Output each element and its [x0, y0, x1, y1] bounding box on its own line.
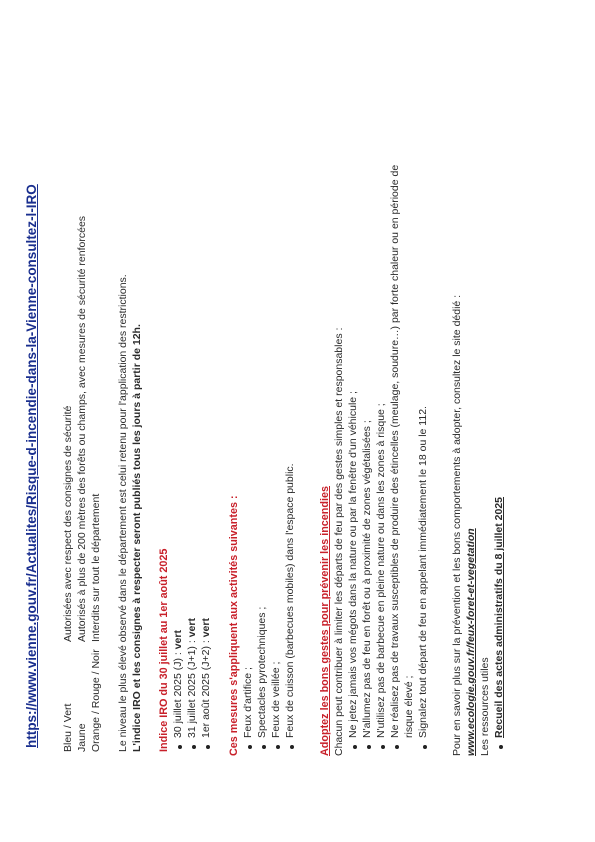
gesture-item-1: Ne jetez jamais vos mégots dans la nature ou par la fenêtre d'un véhicule ;	[347, 391, 359, 738]
bullet-dot	[381, 745, 385, 749]
resources-title: Les ressources utiles	[479, 657, 491, 756]
gesture-item-2: N'allumez pas de feu en forêt ou à proximité de zones végétalisées ;	[361, 420, 373, 738]
iro-item-date: 1er août 2025 (J+2) :	[200, 640, 212, 738]
bullet-dot	[206, 745, 210, 749]
gestures-intro: Chacun peut contribuer à limiter les départs de feu par des gestes simples et responsables :	[333, 327, 345, 756]
gesture-item-5	[417, 406, 429, 738]
measure-item-4: Feux de cuisson (barbecues mobiles) dans l'espace public.	[284, 463, 296, 738]
intro-line-2: L'indice IRO et les consignes à respecter seront publiés tous les jours à partir de 12h.	[131, 324, 143, 752]
measure-item-3: Feux de veillée ;	[270, 661, 282, 738]
iro-item-date: 31 juillet 2025 (J+1) :	[186, 640, 198, 738]
iro-item-date: 30 juillet 2025 (J) :	[172, 652, 184, 738]
bullet-dot	[395, 745, 399, 749]
iro-item-value: vert	[186, 618, 198, 638]
bullet-dot	[248, 745, 252, 749]
measure-item-2: Spectacles pyrotechniques ;	[256, 606, 268, 738]
gesture-item-4: Ne réalisez pas de travaux susceptibles de produire des étincelles (meulage, soudure…) par forte chaleur ou en période de	[389, 164, 401, 738]
iro-title: Indice IRO du 30 juillet au 1er août 2025	[158, 548, 170, 752]
bullet-dot	[353, 745, 357, 749]
level-name-3: Orange / Rouge / Noir	[90, 649, 102, 752]
iro-item-3	[200, 618, 212, 738]
level-name-1: Bleu / Vert	[62, 703, 74, 752]
bullet-dot	[262, 745, 266, 749]
level-name-2: Jaune	[76, 723, 88, 752]
gestures-title: Adoptez les bons gestes pour prévenir les incendies	[319, 486, 331, 756]
measure-item-1: Feux d'artifice ;	[242, 667, 254, 738]
iro-item-1	[172, 630, 184, 738]
bullet-dot	[290, 745, 294, 749]
level-desc-2: Autorisés à plus de 200 mètres des forêts ou champs, avec mesures de sécurité renforcées	[76, 215, 88, 642]
iro-item-value: vert	[172, 630, 184, 650]
bullet-dot	[499, 745, 503, 749]
recueil-link[interactable]: Recueil des actes administratifs du 8 juillet 2025	[493, 496, 505, 738]
gesture-item-5-text: Signalez tout départ de feu en appelant immédiatement le 18 ou le 112.	[417, 406, 429, 738]
iro-item-2	[186, 618, 198, 738]
bullet-dot	[178, 745, 182, 749]
bullet-dot	[192, 745, 196, 749]
level-desc-1: Autorisées avec respect des consignes de sécurité	[62, 405, 74, 642]
iro-item-value: vert	[200, 618, 212, 638]
source-url-link[interactable]: https://www.vienne.gouv.fr/Actualites/Risque-d-incendie-dans-la-Vienne-consultez-l-IRO	[24, 184, 39, 748]
measures-title: Ces mesures s'appliquent aux activités suivantes :	[228, 495, 240, 756]
bullet-dot	[423, 745, 427, 749]
level-desc-3: Interdits sur tout le département	[90, 493, 102, 642]
ecologie-link[interactable]: www.ecologie.gouv.fr/feux-foret-et-vegetation	[465, 528, 477, 756]
intro-line-1: Le niveau le plus élevé observé dans le département est celui retenu pour l'application des restrictions.	[117, 274, 129, 752]
gesture-item-4-cont: risque élevé ;	[403, 675, 415, 738]
gesture-item-3: N'utilisez pas de barbecue en pleine nature ou dans les zones à risque ;	[375, 403, 387, 738]
bullet-dot	[367, 745, 371, 749]
bullet-dot	[276, 745, 280, 749]
more-info-text: Pour en savoir plus sur la prévention et les bons comportements à adopter, consultez le site dédié :	[451, 294, 463, 756]
